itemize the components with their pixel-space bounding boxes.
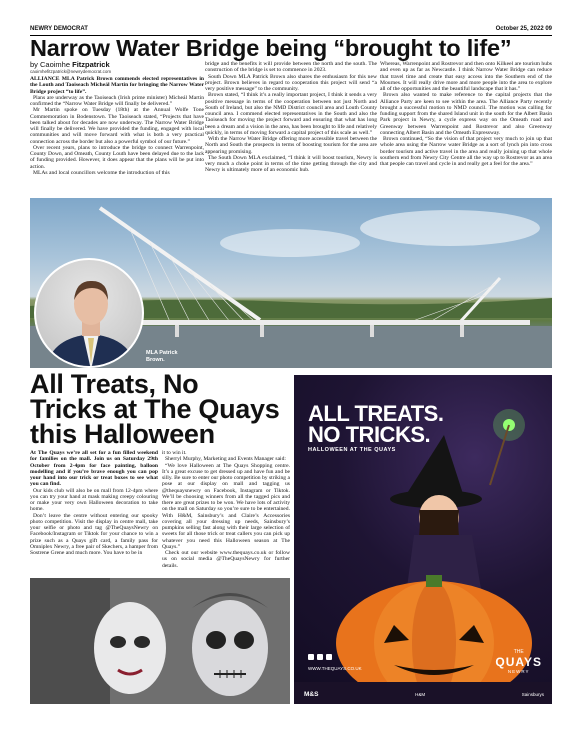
story1-lead: ALLIANCE MLA Patrick Brown commends elected representatives in the Louth and Taoiseach Micheál Martin for bringing the Narrow Water Bridge project “to life”. <box>30 76 204 95</box>
ad-brands <box>304 691 544 698</box>
photo-caption <box>146 350 178 363</box>
ad-website-link[interactable]: WWW.THEQUAYS.CO.UK <box>308 666 362 671</box>
byline-name: Fitzpatrick <box>72 60 110 69</box>
ad-subtitle: HALLOWEEN AT THE QUAYS <box>308 447 396 453</box>
paragraph: Brown also wanted to make reference to the capital projects that the Alliance Party are keen to see within the area. The Alliance Party recently brought a successful motion to NMD council. The motion was calling for funding support from the shared Island unit in the south for the Albert Basin Park project in Newry, a cycle express way on the Omeath road and Greenway between Warrenpoint and Rostrevor and also Greenway connecting Albert Basin and the Omeath Expressway. <box>380 92 552 136</box>
paragraph: bridge and the benefits it will provide between the north and the south. The construction of the bridge is set to commence in 2023. <box>205 61 377 74</box>
paragraph: South Down MLA Patrick Brown also shares the enthusiasm for this new project. Brown believes in regard to cooperation this project will send “a very positive message” to the community. <box>205 73 377 92</box>
paper-name: NEWRY DEMOCRAT <box>30 26 88 32</box>
brand-logo: H&M <box>415 692 426 697</box>
headline-line: Tricks at The Quays <box>30 394 280 424</box>
headline-line: this Halloween <box>30 419 215 449</box>
face-paint-illustration <box>30 578 290 704</box>
paragraph: Brown stated, “I think it’s a really important project, I think it sends a very positive message in terms of the cooperation between not just North and South of Ireland, but also the NMD District council area and Louth County council area. I commend elected representatives in the South and also the Taoiseach for moving the project forward and ensuring that what has long been a dream and a vision in the area, has been brought to life and relatively quickly, in terms of moving forward a capital project of this scale as well.” <box>205 92 377 136</box>
brand-logo: M&S <box>304 691 319 698</box>
logo-newry: NEWRY <box>507 669 530 674</box>
headline-line: All Treats, No <box>30 369 199 399</box>
story1-column-2 <box>205 61 377 194</box>
caption-line: MLA Patrick <box>146 350 178 356</box>
story1-headline: Narrow Water Bridge being “brought to life” <box>30 35 512 61</box>
person-icon <box>36 260 144 368</box>
ad-title <box>308 403 443 445</box>
ad-title-line: ALL TREATS. <box>308 401 444 426</box>
paragraph: Over recent years, plans to introduce the bridge to connect Warrenpoint, County Down, and Omeath, County Louth have been delayed due to the lack of funding provided. However, it does appear that the plans will be put into action. <box>30 144 204 170</box>
author-email[interactable]: caoimhefitzpatrick@newrydemocrat.com <box>30 69 112 74</box>
paragraph: MLAs and local councillors welcome the introduction of this <box>33 169 170 176</box>
paragraph: Sherryl Murphy, Marketing and Events Manager said: <box>165 456 286 463</box>
quays-logo <box>495 649 542 674</box>
story2-lead: At The Quays we’re all set for a fun filled weekend for families on the mall. Join us on Saturday 29th October from 2-4pm for face painting, balloon modelling and if you’re brave enough you can pop your hand into our trick or treat boxes to see what you can find. <box>30 450 158 488</box>
byline <box>30 60 205 69</box>
twitter-icon[interactable] <box>326 654 332 660</box>
paragraph: Don’t leave the centre without entering our spooky photo competition. Visit the display in centre mall, take your selfie or photo and tag @TheQuaysNewry on Facebook/Instagram or Tiktok for your chance to win a prize such as a Quays gift card, a family pass for Omniplex Newry, a free pair of Skechers, a hamper from Sostrene Grene and much more. You have to be in <box>30 512 158 556</box>
portrait-mla-patrick-brown <box>34 258 144 368</box>
paragraph: Brown continued, “So the vision of that project very much to join up that whole area using the Narrow water Bridge as a sort of lynch pin into cross border tourism and active travel in the area and really joining up that whole southern end from Newry City Centre all the way up to Rostrevor as an area that people can travel and cycle in and really get a feel for the area.” <box>380 136 552 167</box>
facebook-icon[interactable] <box>308 654 314 660</box>
instagram-icon[interactable] <box>317 654 323 660</box>
brand-logo: Sainsburys <box>521 692 544 697</box>
paragraph: Check out our website www.thequays.co.uk or follow us on social media @TheQuaysNewry for further details. <box>162 550 290 569</box>
paragraph: Whereas, Warrenpoint and Rostrevor and then onto Kilkeel are tourism hubs and even up as far as Newcastle. I think Narrow Water Bridge can reduce that travel time and create that easy access into the Southern end of the Mournes. It will really drive more and more people into the area to explore all of the opportunities and the beautiful landscape that it has.” <box>380 61 552 92</box>
bridge-photo <box>30 198 552 368</box>
issue-date: October 25, 2022 09 <box>495 26 552 32</box>
quays-halloween-advert[interactable] <box>294 375 552 704</box>
story1-column-3 <box>380 61 552 194</box>
paragraph: The South Down MLA exclaimed, “I think it will boost tourism, Newry is very much a choke point in terms of the time getting through the city and Newry is ultimately more of an economic hub. <box>205 154 377 174</box>
logo-the: THE <box>513 649 524 655</box>
halloween-kids-photo <box>30 578 290 704</box>
story2-headline <box>30 369 292 449</box>
byline-prefix: by Caoimhe <box>30 60 71 69</box>
paragraph: Our kids club will also be on mall from 12-4pm where you can try your hand at mask making creepy colouring or make your very own Halloween decoration to take home. <box>30 487 158 513</box>
story1-column-1 <box>30 76 204 194</box>
social-icons <box>308 654 332 660</box>
story2-column-1 <box>30 450 158 576</box>
story2-column-2 <box>162 450 290 576</box>
logo-quays: QUAYS <box>495 655 542 669</box>
paragraph: it to win it. <box>162 450 187 456</box>
caption-line: Brown. <box>146 356 165 363</box>
paragraph: “We love Halloween at The Quays Shopping centre. It’s a great excuse to get dressed up and have fun and be silly. Be sure to enter our photo competition by striking a pose at our display on mall and tagging us @thequaysnewry on Facebook, Instagram or Tiktok. We’ll be choosing winners from all the tagged pics and there are great prizes to be won. We have lots of activity on the mall on Saturday so you’re sure to be entertained. With H&M, Sainsbury’s and Claire’s Accessories covering all your dressing up needs, Sainsbury’s pumpkins selling fast along with their large selection of sweets for all those trick or treat callers you can pick up whatever you need this Halloween season at The Quays.” <box>162 462 290 550</box>
paragraph: With the Narrow Water Bridge offering more accessible travel between the North and South the prospects in terms of boosting tourism for the area are appearing promising. <box>205 136 377 155</box>
paragraph: Plans are underway as the Taoiseach (Irish prime minister) Micheál Martin confirmed the “Narrow Water Bridge will finally be delivered.” <box>30 94 204 107</box>
ad-title-line: NO TRICKS. <box>308 422 431 447</box>
paragraph: Mr Martin spoke on Tuesday (18th) at the Annual Wolfe Tone Commemoration in Bodenstown. The Taoiseach stated, “Projects that have been talked about for decades are now underway. The Narrow Water Bridge will finally be delivered. We have provided the funding, engaged with local communities and will move forward with what is both a very practical connection across the border but also a powerful symbol of our future.” <box>30 107 204 145</box>
